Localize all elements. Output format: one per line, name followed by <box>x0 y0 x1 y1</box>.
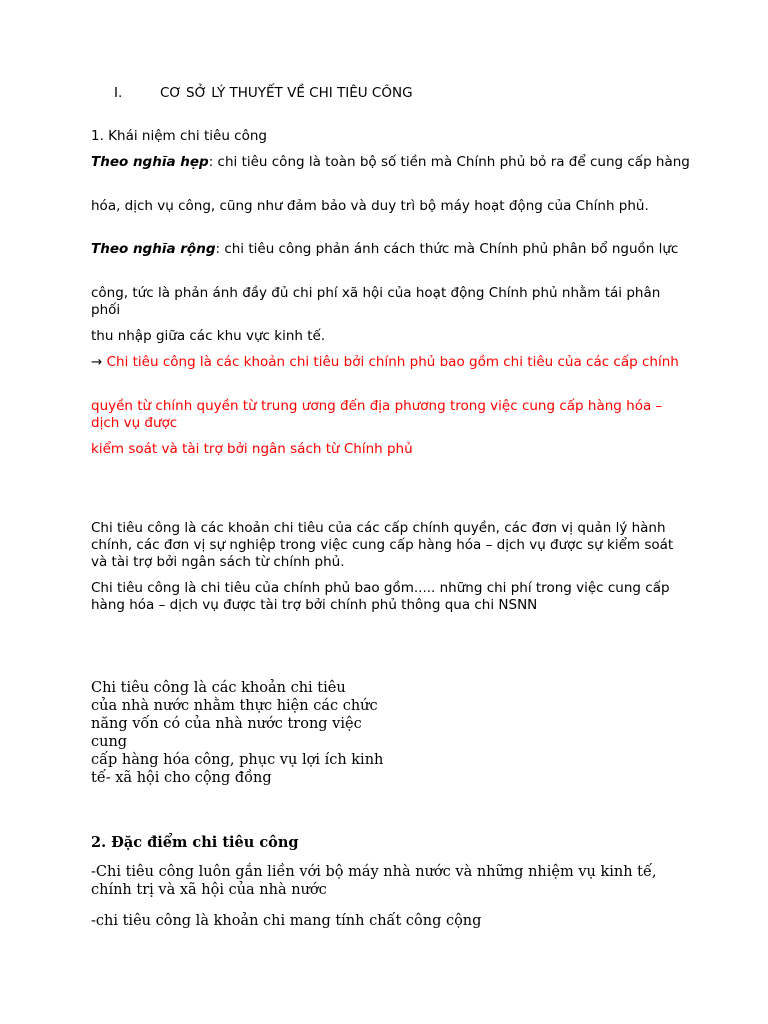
alt-definition-3 <box>91 679 401 787</box>
alt-definition-1: Chi tiêu công là các khoản chi tiêu của các cấp chính quyền, các đơn vị quản lý hành chính, các đơn vị sự nghiệp trong việc cung cấp hàng hóa – dịch vụ được sự kiểm soát và tài trợ bởi ngân sách từ chính phủ. <box>91 520 674 570</box>
feature-1: -Chi tiêu công luôn gắn liền với bộ máy nhà nước và những nhiệm vụ kinh tế, chính trị và xã hội của nhà nước <box>91 864 657 898</box>
subsection-2-title: 2. Đặc điểm chi tiêu công <box>91 834 299 851</box>
narrow-definition-label: Theo nghĩa hẹp <box>91 154 209 170</box>
alt-definition-3-line: cấp hàng hóa công, phục vụ lợi ích kinh <box>91 752 384 768</box>
broad-definition-text: : chi tiêu công phản ánh cách thức mà Chính phủ phân bổ nguồn lực <box>215 241 679 257</box>
alt-definition-3-line: Chi tiêu công là các khoản chi tiêu <box>91 680 346 696</box>
conclusion-line-3: kiểm soát và tài trợ bởi ngân sách từ Chính phủ <box>91 441 413 457</box>
broad-definition-label: Theo nghĩa rộng <box>91 241 216 257</box>
section-number: I. <box>114 85 123 101</box>
conclusion-line-2: quyền từ chính quyền từ trung ương đến địa phương trong việc cung cấp hàng hóa – dịch vụ được <box>91 398 663 431</box>
conclusion-text-1: Chi tiêu công là các khoản chi tiêu bởi chính phủ bao gồm chi tiêu của các cấp chính <box>106 354 679 370</box>
broad-definition <box>91 241 691 258</box>
alt-definition-2: Chi tiêu công là chi tiêu của chính phủ bao gồm..... những chi phí trong việc cung cấp hàng hóa – dịch vụ được tài trợ bởi chính phủ thông qua chi NSNN <box>91 580 670 613</box>
conclusion-line-1 <box>91 354 691 371</box>
subsection-1-title: 1. Khái niệm chi tiêu công <box>91 128 267 144</box>
broad-definition-continued: công, tức là phản ánh đầy đủ chi phí xã hội của hoạt động Chính phủ nhằm tái phân phối <box>91 285 661 318</box>
narrow-definition <box>91 154 691 171</box>
narrow-definition-text: : chi tiêu công là toàn bộ số tiền mà Chính phủ bỏ ra để cung cấp hàng <box>208 154 690 170</box>
section-heading <box>114 85 413 102</box>
alt-definition-3-line: năng vốn có của nhà nước trong việc cung <box>91 716 362 750</box>
feature-2: -chi tiêu công là khoản chi mang tính chất công cộng <box>91 913 482 929</box>
arrow-icon: → <box>91 354 107 370</box>
section-title: CƠ SỞ LÝ THUYẾT VỀ CHI TIÊU CÔNG <box>160 85 413 101</box>
alt-definition-3-line: tế- xã hội cho cộng đồng <box>91 770 272 786</box>
broad-definition-end: thu nhập giữa các khu vực kinh tế. <box>91 328 326 344</box>
alt-definition-3-line: của nhà nước nhằm thực hiện các chức <box>91 698 378 714</box>
narrow-definition-continued: hóa, dịch vụ công, cũng như đảm bảo và duy trì bộ máy hoạt động của Chính phủ. <box>91 198 649 214</box>
